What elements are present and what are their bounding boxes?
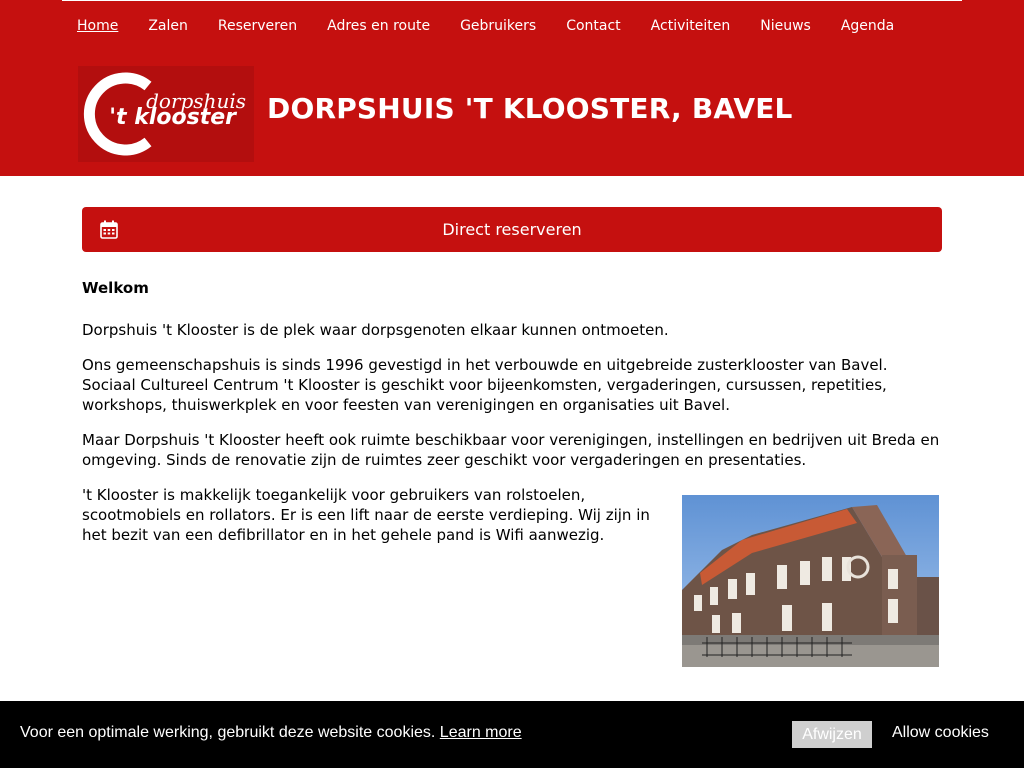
rooms-paragraph: Maar Dorpshuis 't Klooster heeft ook ruimte beschikbaar voor verenigingen, instellingen en bedrijven uit Breda en omgeving. Sinds de renovatie zijn de ruimtes zeer geschikt voor vergaderingen en presentaties.	[82, 431, 940, 469]
cookie-learn-more-link[interactable]: Learn more	[439, 724, 522, 741]
direct-reserve-label: Direct reserveren	[442, 220, 582, 239]
cookie-message: Voor een optimale werking, gebruikt deze website cookies.	[20, 724, 436, 741]
nav-item-reserveren[interactable]: Reserveren	[217, 18, 298, 34]
intro-paragraph: Dorpshuis 't Klooster is de plek waar dorpsgenoten elkaar kunnen ontmoeten.	[82, 321, 669, 339]
community-paragraph: Ons gemeenschapshuis is sinds 1996 gevestigd in het verbouwde en uitgebreide zusterklooster van Bavel. Sociaal Cultureel Centrum 't Klooster is geschikt voor bijeenkomsten, vergaderingen, cursussen, repetities, workshops, thuiswerkplek en voor feesten van verenigingen en organisaties uit Bavel.	[82, 356, 888, 414]
logo-text-klooster: 't klooster	[109, 105, 236, 130]
nav-item-home[interactable]: Home	[77, 18, 119, 34]
nav-item-adres-en-route[interactable]: Adres en route	[327, 18, 431, 34]
nav-item-nieuws[interactable]: Nieuws	[760, 18, 811, 34]
cookie-message-wrap	[20, 724, 522, 742]
nav-item-gebruikers[interactable]: Gebruikers	[460, 18, 537, 34]
cookie-deny-button[interactable]: Afwijzen	[792, 721, 872, 748]
calendar-icon	[100, 220, 118, 243]
direct-reserve-button[interactable]	[82, 207, 942, 252]
cookie-banner	[0, 701, 1024, 768]
welcome-heading: Welkom	[82, 279, 149, 297]
nav-item-contact[interactable]: Contact	[566, 18, 621, 34]
site-logo[interactable]	[78, 66, 254, 162]
logo-text-dorpshuis: dorpshuis	[146, 89, 246, 113]
nav-item-agenda[interactable]: Agenda	[840, 18, 895, 34]
site-header	[0, 0, 1024, 176]
cookie-allow-button[interactable]: Allow cookies	[892, 724, 989, 741]
nav-item-activiteiten[interactable]: Activiteiten	[650, 18, 731, 34]
main-nav	[62, 0, 909, 52]
nav-item-zalen[interactable]: Zalen	[148, 18, 188, 34]
building-photo	[682, 495, 939, 667]
site-title: DORPSHUIS 'T KLOOSTER, BAVEL	[267, 92, 793, 125]
accessibility-paragraph: 't Klooster is makkelijk toegankelijk voor gebruikers van rolstoelen, scootmobiels en rollators. Er is een lift naar de eerste verdieping. Wij zijn in het bezit van een defibrillator en in het gehele pand is Wifi aanwezig.	[82, 486, 650, 544]
